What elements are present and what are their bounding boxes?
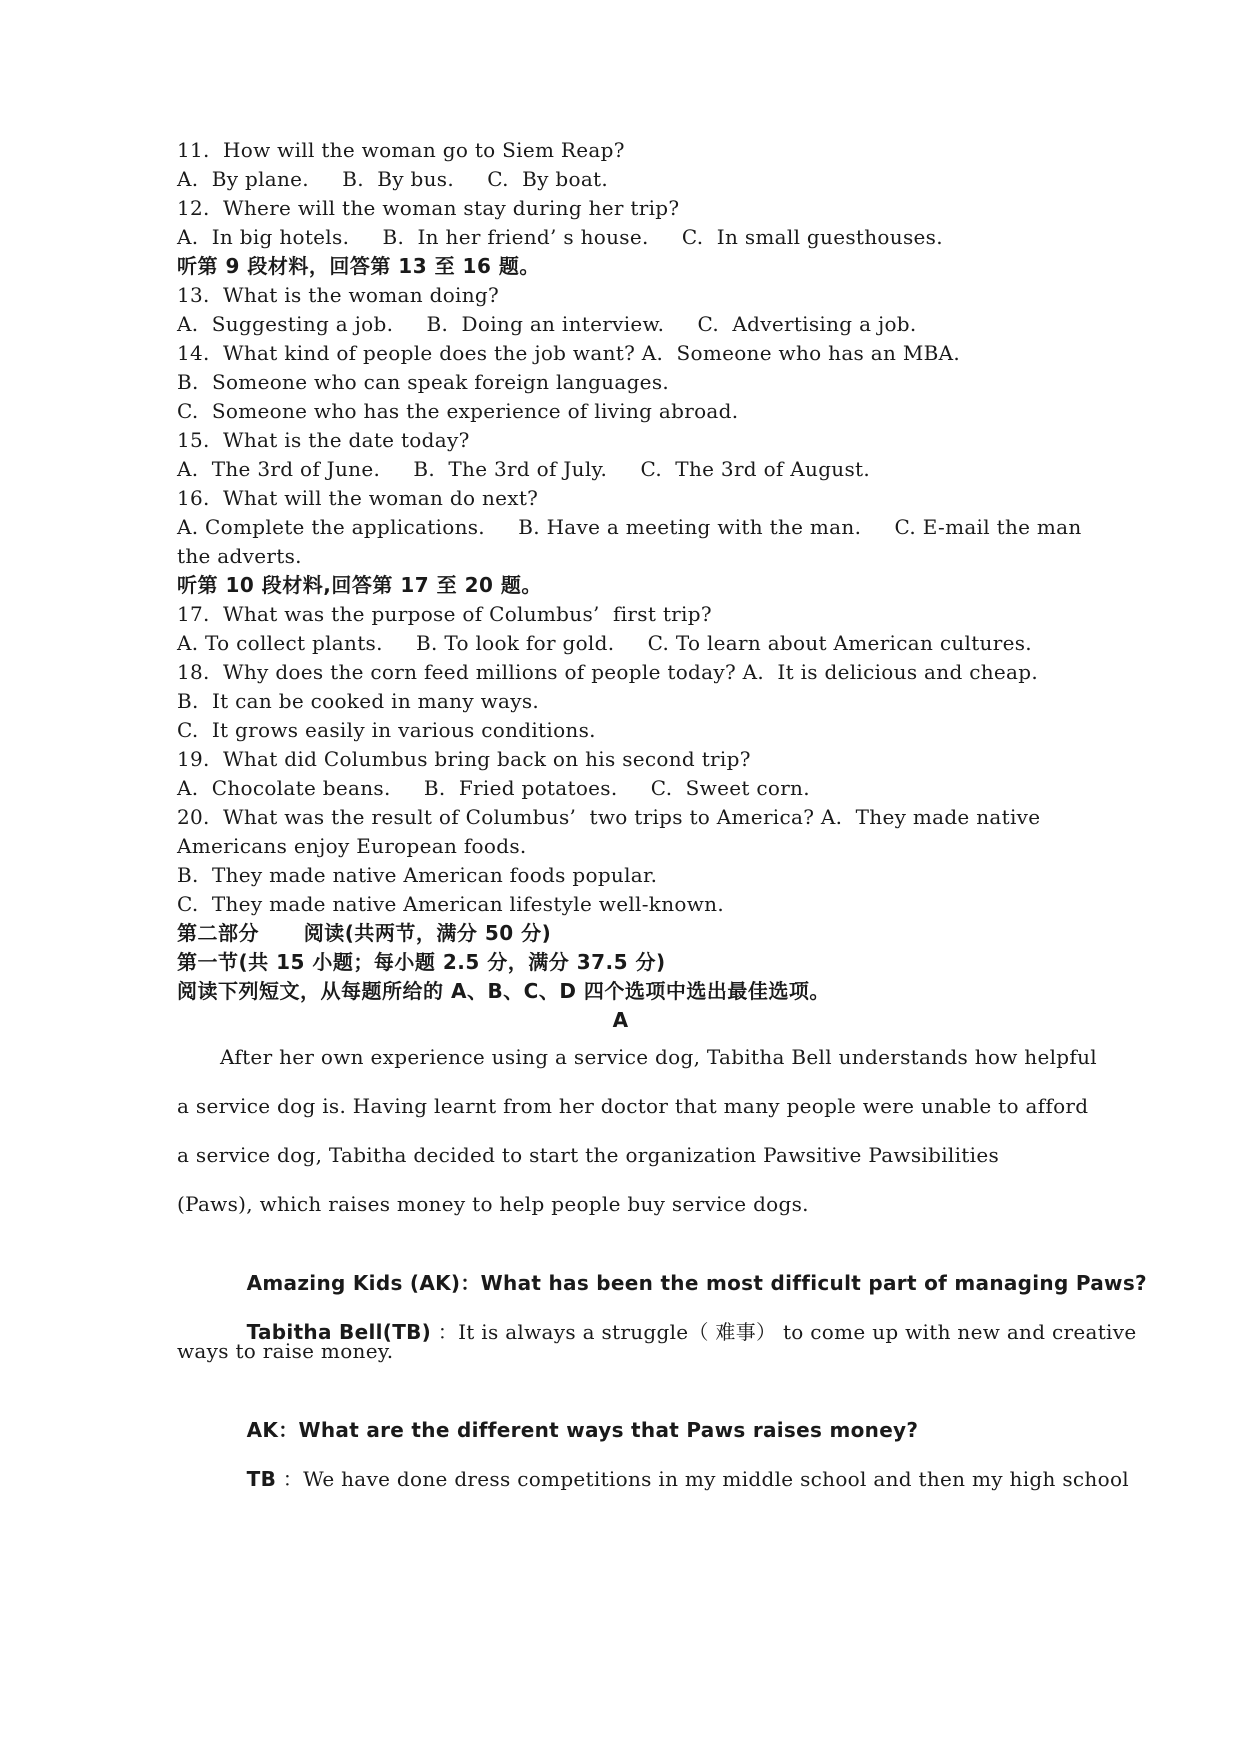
answer-text: ：We have done dress competitions in my middle school and then my high school (276, 1467, 1129, 1491)
interview-answer-2 (220, 1434, 1129, 1524)
option-14c: C. Someone who has the experience of living abroad. (177, 399, 739, 423)
speaker-ak: AK (246, 1418, 279, 1442)
options-15: A. The 3rd of June. B. The 3rd of July. C. The 3rd of August. (177, 457, 871, 481)
question-14: 14. What kind of people does the job want? A. Someone who has an MBA. (177, 341, 960, 365)
question-19: 19. What did Columbus bring back on his second trip? (177, 747, 751, 771)
question-18: 18. Why does the corn feed millions of people today? A. It is delicious and cheap. (177, 660, 1039, 684)
question-16: 16. What will the woman do next? (177, 486, 539, 510)
passage-intro-line: After her own experience using a service dog, Tabitha Bell understands how helpful (220, 1045, 1097, 1069)
question-11: 11. How will the woman go to Siem Reap? (177, 138, 625, 162)
question-20-cont: Americans enjoy European foods. (177, 834, 527, 858)
option-20b: B. They made native American foods popular. (177, 863, 658, 887)
section-heading-10: 听第 10 段材料,回答第 17 至 20 题。 (177, 573, 542, 597)
question-12: 12. Where will the woman stay during her trip? (177, 196, 680, 220)
part-two-heading: 第二部分 阅读(共两节，满分 50 分) (177, 921, 552, 945)
question-13: 13. What is the woman doing? (177, 283, 500, 307)
instructions: 阅读下列短文，从每题所给的 A、B、C、D 四个选项中选出最佳选项。 (177, 979, 830, 1003)
speaker-tb: Tabitha Bell(TB) (246, 1320, 432, 1344)
speaker-tb: TB (246, 1467, 277, 1491)
answer-text: ：It is always a struggle（ 难事） to come up with new and creative (431, 1320, 1137, 1344)
passage-intro-line: (Paws), which raises money to help people buy service dogs. (177, 1192, 809, 1216)
options-16: A. Complete the applications. B. Have a meeting with the man. C. E-mail the man (177, 515, 1082, 539)
passage-label: A (612, 1008, 629, 1032)
option-18c: C. It grows easily in various conditions. (177, 718, 596, 742)
section-heading-9: 听第 9 段材料，回答第 13 至 16 题。 (177, 254, 540, 278)
option-20c: C. They made native American lifestyle well-known. (177, 892, 724, 916)
question-text: ：What are the different ways that Paws raises money? (278, 1418, 919, 1442)
option-18b: B. It can be cooked in many ways. (177, 689, 540, 713)
options-11: A. By plane. B. By bus. C. By boat. (177, 167, 609, 191)
question-text: ：What has been the most difficult part of managing Paws? (460, 1271, 1147, 1295)
options-17: A. To collect plants. B. To look for gold. C. To learn about American cultures. (177, 631, 1032, 655)
options-16-cont: the adverts. (177, 544, 302, 568)
passage-intro-line: a service dog is. Having learnt from her doctor that many people were unable to afford (177, 1094, 1089, 1118)
options-13: A. Suggesting a job. B. Doing an interview. C. Advertising a job. (177, 312, 917, 336)
question-17: 17. What was the purpose of Columbus’ first trip? (177, 602, 712, 626)
section-one-heading: 第一节(共 15 小题；每小题 2.5 分，满分 37.5 分) (177, 950, 666, 974)
option-14b: B. Someone who can speak foreign languages. (177, 370, 670, 394)
passage-intro-line: a service dog, Tabitha decided to start the organization Pawsitive Pawsibilities (177, 1143, 1000, 1167)
speaker-ak: Amazing Kids (AK) (246, 1271, 461, 1295)
question-20: 20. What was the result of Columbus’ two trips to America? A. They made native (177, 805, 1041, 829)
interview-answer-1-cont: ways to raise money. (177, 1339, 394, 1363)
question-15: 15. What is the date today? (177, 428, 470, 452)
options-19: A. Chocolate beans. B. Fried potatoes. C. Sweet corn. (177, 776, 810, 800)
options-12: A. In big hotels. B. In her friend’ s house. C. In small guesthouses. (177, 225, 943, 249)
